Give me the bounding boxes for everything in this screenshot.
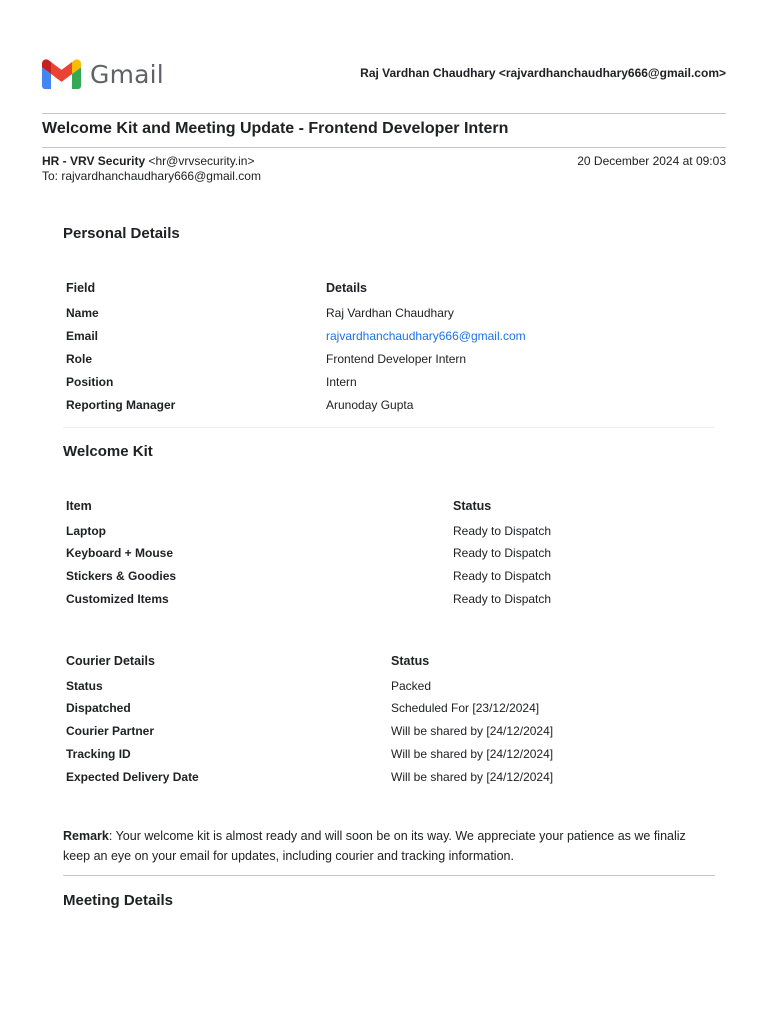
column-header-status: Status xyxy=(453,499,492,513)
row-value: Will be shared by [24/12/2024] xyxy=(391,724,554,738)
row-value: Will be shared by [24/12/2024] xyxy=(391,770,554,784)
email-subject: Welcome Kit and Meeting Update - Frontend Developer Intern xyxy=(42,120,509,137)
row-value: Raj Vardhan Chaudhary xyxy=(326,306,454,320)
header-divider xyxy=(42,113,726,114)
row-label: Stickers & Goodies xyxy=(66,569,177,583)
meeting-details-heading: Meeting Details xyxy=(63,892,174,909)
remark-line-2: keep an eye on your email for updates, including courier and tracking information. xyxy=(63,848,514,863)
row-label: Tracking ID xyxy=(66,747,131,761)
row-value: Will be shared by [24/12/2024] xyxy=(391,747,554,761)
remark-text-1: : Your welcome kit is almost ready and will soon be on its way. We appreciate your patience as we finaliz xyxy=(108,829,686,843)
section-divider xyxy=(63,427,715,428)
row-label: Reporting Manager xyxy=(66,398,176,412)
row-label: Name xyxy=(66,306,99,320)
subject-divider xyxy=(42,147,726,148)
column-header-field: Field xyxy=(66,281,96,295)
email-date: 20 December 2024 at 09:03 xyxy=(577,154,726,168)
personal-details-heading: Personal Details xyxy=(63,225,180,242)
column-header-status: Status xyxy=(391,654,430,668)
row-label: Customized Items xyxy=(66,592,169,606)
email-link[interactable]: rajvardhanchaudhary666@gmail.com xyxy=(326,329,526,343)
row-label: Status xyxy=(66,679,103,693)
remark-label: Remark xyxy=(63,829,109,843)
row-label: Keyboard + Mouse xyxy=(66,546,174,560)
row-value: Arunoday Gupta xyxy=(326,398,414,412)
row-label: Role xyxy=(66,352,93,366)
sender-address: <hr@vrvsecurity.in> xyxy=(148,154,255,168)
row-label: Courier Partner xyxy=(66,724,155,738)
sender-line xyxy=(42,154,255,168)
remark-line-1 xyxy=(63,827,715,847)
row-value: Frontend Developer Intern xyxy=(326,352,467,366)
remark-paragraph xyxy=(63,827,715,866)
column-header-item: Item xyxy=(66,499,92,513)
gmail-wordmark: Gmail xyxy=(90,59,164,89)
gmail-logo xyxy=(42,59,164,89)
welcome-kit-heading: Welcome Kit xyxy=(63,443,153,460)
row-value: Intern xyxy=(326,375,357,389)
row-value: Ready to Dispatch xyxy=(453,524,552,538)
row-label: Position xyxy=(66,375,114,389)
row-value: Packed xyxy=(391,679,432,693)
gmail-m-icon xyxy=(42,59,81,89)
sender-name: HR - VRV Security xyxy=(42,154,146,168)
row-value: Scheduled For [23/12/2024] xyxy=(391,701,540,715)
row-value: Ready to Dispatch xyxy=(453,592,552,606)
section-divider xyxy=(63,875,715,876)
row-label: Email xyxy=(66,329,99,343)
row-value: Ready to Dispatch xyxy=(453,569,552,583)
column-header-courier-details: Courier Details xyxy=(66,654,155,668)
row-label: Laptop xyxy=(66,524,106,538)
row-label: Dispatched xyxy=(66,701,131,715)
row-value: Ready to Dispatch xyxy=(453,546,552,560)
recipient-line: To: rajvardhanchaudhary666@gmail.com xyxy=(42,169,261,183)
account-identity: Raj Vardhan Chaudhary <rajvardhanchaudhary666@gmail.com> xyxy=(360,66,726,80)
row-label: Expected Delivery Date xyxy=(66,770,199,784)
column-header-details: Details xyxy=(326,281,367,295)
